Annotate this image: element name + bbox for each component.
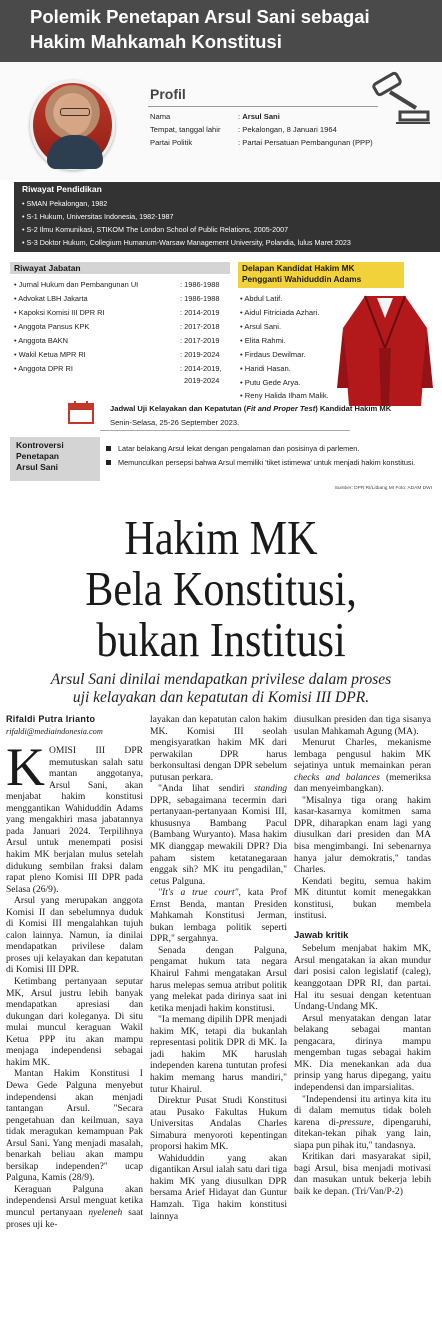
paragraph: Arsul menyatakan dengan latar belakang sebagai mantan pengacara, dirinya mampu mengemban tugas sebagai hakim MK. Dia menekankan ada dua prinsip yang harus dipegang, yaitu independensi dan imparsialitas. (294, 1012, 431, 1093)
paragraph: Direktur Pusat Studi Konstitusi atau Pusako Fakultas Hukum Universitas Andalas Charles Simabura menyoroti kepentingan proporsi hakim MK. (150, 1095, 287, 1153)
career-item: • Advokat LBH Jakarta : 1986-1988 (14, 294, 236, 303)
career-item: • Anggota DPR RI : 2014-2019, (14, 364, 236, 373)
candidate-item: • Putu Gede Arya. (240, 378, 301, 387)
education-item: • S-3 Doktor Hukum, Collegium Humanum-Warsaw Management University, Polandia, lulus Maret 2023 (22, 238, 351, 247)
education-item: • S-2 Ilmu Komunikasi, STIKOM The London School of Public Relations, 2005-2007 (22, 225, 288, 234)
career-item: • Jurnal Hukum dan Pembangunan UI : 1986-1988 (14, 280, 236, 289)
candidate-item: • Firdaus Dewilmar. (240, 350, 306, 359)
paragraph: Wahiduddin yang akan digantikan Arsul ialah satu dari tiga hakim MK yang diusulkan DPR bersama Arief Hidayat dan Guntur Hamzah. Tiga hakim konstitusi lainnya (150, 1152, 287, 1222)
candidate-item: • Elita Rahmi. (240, 336, 286, 345)
candidate-item: • Arsul Sani. (240, 322, 281, 331)
portrait-photo (30, 80, 115, 170)
paragraph: Senada dengan Palguna, pengamat hukum tata negara Khairul Fahmi mengatakan Arsul harus melepas semua atribut politik yang melekat pada dirinya saat ini ketika menjadi hakim konstitusi. (150, 944, 287, 1014)
article-column-3 (294, 714, 431, 1197)
paragraph: Kritikan dari masyarakat sipil, bagi Arsul, bisa menjadi motivasi dan masukan untuk bekerja lebih baik ke depan. (Tri/Van/P-2) (294, 1151, 431, 1197)
paragraph: "It's a true court", kata Prof Ernst Benda, mantan Presiden Mahkamah Konstitusi Jerman, bukan lembaga politik seperti DPR," sergahnya. (150, 887, 287, 945)
candidate-item: • Haridi Hasan. (240, 364, 291, 373)
profile-row-party: Partai Politik : Partai Persatuan Pembangunan (PPP) (150, 138, 373, 147)
candidate-item: • Abdul Latif. (240, 294, 282, 303)
paragraph: "Independensi itu artinya kita itu di dalam memutus tidak boleh karena di-pressure, dipengaruhi, ditekan-tekan pihak yang lain, siapa pun pihak itu," tandasnya. (294, 1093, 432, 1151)
article-column-1 (6, 714, 143, 1230)
headline: Hakim MK Bela Konstitusi, bukan Institusi (85, 510, 357, 667)
paragraph: Menurut Charles, mekanisme lembaga pengusul hakim MK sejatinya untuk memainkan peran checks and balances (memeriksa dan menyeimbangkan). (294, 737, 432, 795)
paragraph: Kendati begitu, semua hakim MK dituntut komit menegakkan konstitusi, bukan membela institusi. (294, 875, 431, 922)
divider (100, 430, 350, 431)
subheading: Jawab kritik (294, 929, 349, 941)
education-item: • SMAN Pekalongan, 1982 (22, 199, 107, 208)
education-heading: Riwayat Pendidikan (22, 184, 102, 194)
paragraph: layakan dan kepatutan calon hakim MK. Komisi III seolah mengisyaratkan hakim MK dari perwakilan DPR harus berkonsultasi dengan DPR sebelum putusan perkara. (150, 714, 287, 783)
paragraph: Ketimbang pertanyaan seputar MK, Arsul justru lebih banyak mendapatkan apresiasi dan dukungan dari koleganya. Di situ mulai muncul keraguan Wakil Ketua PPP itu akan mampu menjaga independensi sebagai hakim MK. (6, 976, 143, 1068)
career-item: • Anggota Pansus KPK : 2017-2018 (14, 322, 236, 331)
profile-row-birth: Tempat, tanggal lahir : Pekalongan, 8 Januari 1964 (150, 125, 337, 134)
gavel-icon (366, 68, 430, 126)
judge-robe-image (335, 288, 435, 410)
controversy-heading: Kontroversi Penetapan Arsul Sani (10, 437, 100, 481)
divider (148, 106, 378, 107)
schedule-date: Senin-Selasa, 25-26 September 2023. (110, 418, 240, 427)
author-byline: Rifaldi Putra Irianto (6, 714, 96, 724)
banner-title: Polemik Penetapan Arsul Sani sebagai Hakim Mahkamah Konstitusi (30, 6, 370, 52)
deck-subtitle: Arsul Sani dinilai mendapatkan privilese dalam proses uji kelayakan dan kepatutan di Komisi III DPR. (50, 671, 392, 706)
paragraph: "Ia memang dipilih DPR menjadi hakim MK, tetapi dia bukanlah representasi politik DPR di MK. Ia jadi hakim MK haruslah independen karena tuntutan profesi hakim memang harus mandiri," tutur Khairul. (150, 1014, 287, 1095)
drop-cap: K (6, 737, 45, 798)
paragraph: diusulkan presiden dan tiga sisanya usulan Mahkamah Agung (MA). (294, 714, 431, 737)
schedule-title: Jadwal Uji Kelayakan dan Kepatutan (Fit and Proper Test) Kandidat Hakim MK (110, 404, 392, 413)
career-heading: Riwayat Jabatan (10, 262, 230, 274)
paragraph: Mantan Hakim Konstitusi I Dewa Gede Palguna menyebut independensi akan menjadi tantangan Arsul. "Secara pengetahuan dan keilmuan, saya tidak meragukan kemampuan Pak Arsul Sani. Yang menjadi masalah, benarkah beliau akan mampu bersikap independen?" ucap Palguna, Kamis (28/9). (6, 1068, 143, 1184)
author-email: rifaldi@mediaindonesia.com (6, 726, 103, 736)
career-item: • Wakil Ketua MPR RI : 2019-2024 (14, 350, 236, 359)
controversy-item: Latar belakang Arsul lekat dengan pengalaman dan posisinya di parlemen. (106, 444, 436, 454)
controversy-item: Memunculkan persepsi bahwa Arsul memiliki 'tiket istimewa' untuk menjadi hakim konstitusi. (106, 458, 436, 468)
profile-label: Profil (150, 86, 186, 102)
career-item: • Anggota BAKN : 2017-2019 (14, 336, 236, 345)
paragraph: Arsul yang merupakan anggota Komisi II dan sebelumnya duduk di Komisi III mengalahkan tujuh calon lainnya. Namun, ia dinilai mendapatkan privilese dalam proses uji kelayakan dan kepatutan di Komisi III DPR. (6, 895, 143, 976)
education-box (14, 182, 440, 252)
candidate-item: • Aidul Fitriciada Azhari. (240, 308, 320, 317)
calendar-icon (68, 400, 94, 424)
article-column-2 (150, 714, 287, 1222)
profile-row-name: Nama : Arsul Sani (150, 112, 280, 121)
paragraph: "Anda lihat sendiri standing DPR, sebagaimana tecermin dari pertanyaan-pertanyaan Komisi III, khususnya Bambang Pacul (Bambang Wuryanto). Masa hakim MK dianggap mewakili DPR? Dia paham sistem ketatanegaraan enggak sih? MK itu pengadilan," cetus Palguna. (150, 783, 287, 887)
career-item: • Kapoksi Komisi III DPR RI : 2014-2019 (14, 308, 236, 317)
source-credit: Sumber: DPR RI/Litbang MI Foto: ADAM DWI (334, 486, 432, 491)
header-banner (0, 0, 442, 62)
education-item: • S-1 Hukum, Universitas Indonesia, 1982-1987 (22, 212, 174, 221)
paragraph: "Misalnya tiga orang hakim kasar-kasarnya komitmen sama DPR, diharapkan enam lagi yang diusulkan dari presiden dan MA bisa mengimbangi. Ini sebenarnya hanya jalur demokratis," tandas Charles. (294, 794, 431, 876)
candidates-heading: Delapan Kandidat Hakim MK Pengganti Wahiduddin Adams (238, 262, 404, 288)
career-item-cont: 2019-2024 (184, 376, 220, 385)
paragraph: KOMISI III DPR memutuskan salah satu mantan anggotanya, Arsul Sani, akan menjabat hakim konstitusi menggantikan Wahiduddin Adams yang mengakhiri masa jabatannya pada Januari 2024. Terpilihnya Arsul untuk menempati posisi hakim MK berjalan mulus setelah didukung sembilan fraksi dalam rapat pleno Komisi III DPR pada Selasa (26/9). (6, 737, 143, 895)
candidate-item: • Reny Halida Ilham Malik. (240, 391, 329, 400)
paragraph: Sebelum menjabat hakim MK, Arsul mengatakan ia akan mundur dari posisi calon legislatif (caleg), keanggotaan DPR RI, dan partai. Hal itu sesuai dengan ketentuan Undang-Undang MK. (294, 943, 431, 1013)
paragraph: Keraguan Palguna akan independensi Arsul menguat ketika muncul pertanyaan nyeleneh saat proses uji ke- (6, 1183, 144, 1230)
